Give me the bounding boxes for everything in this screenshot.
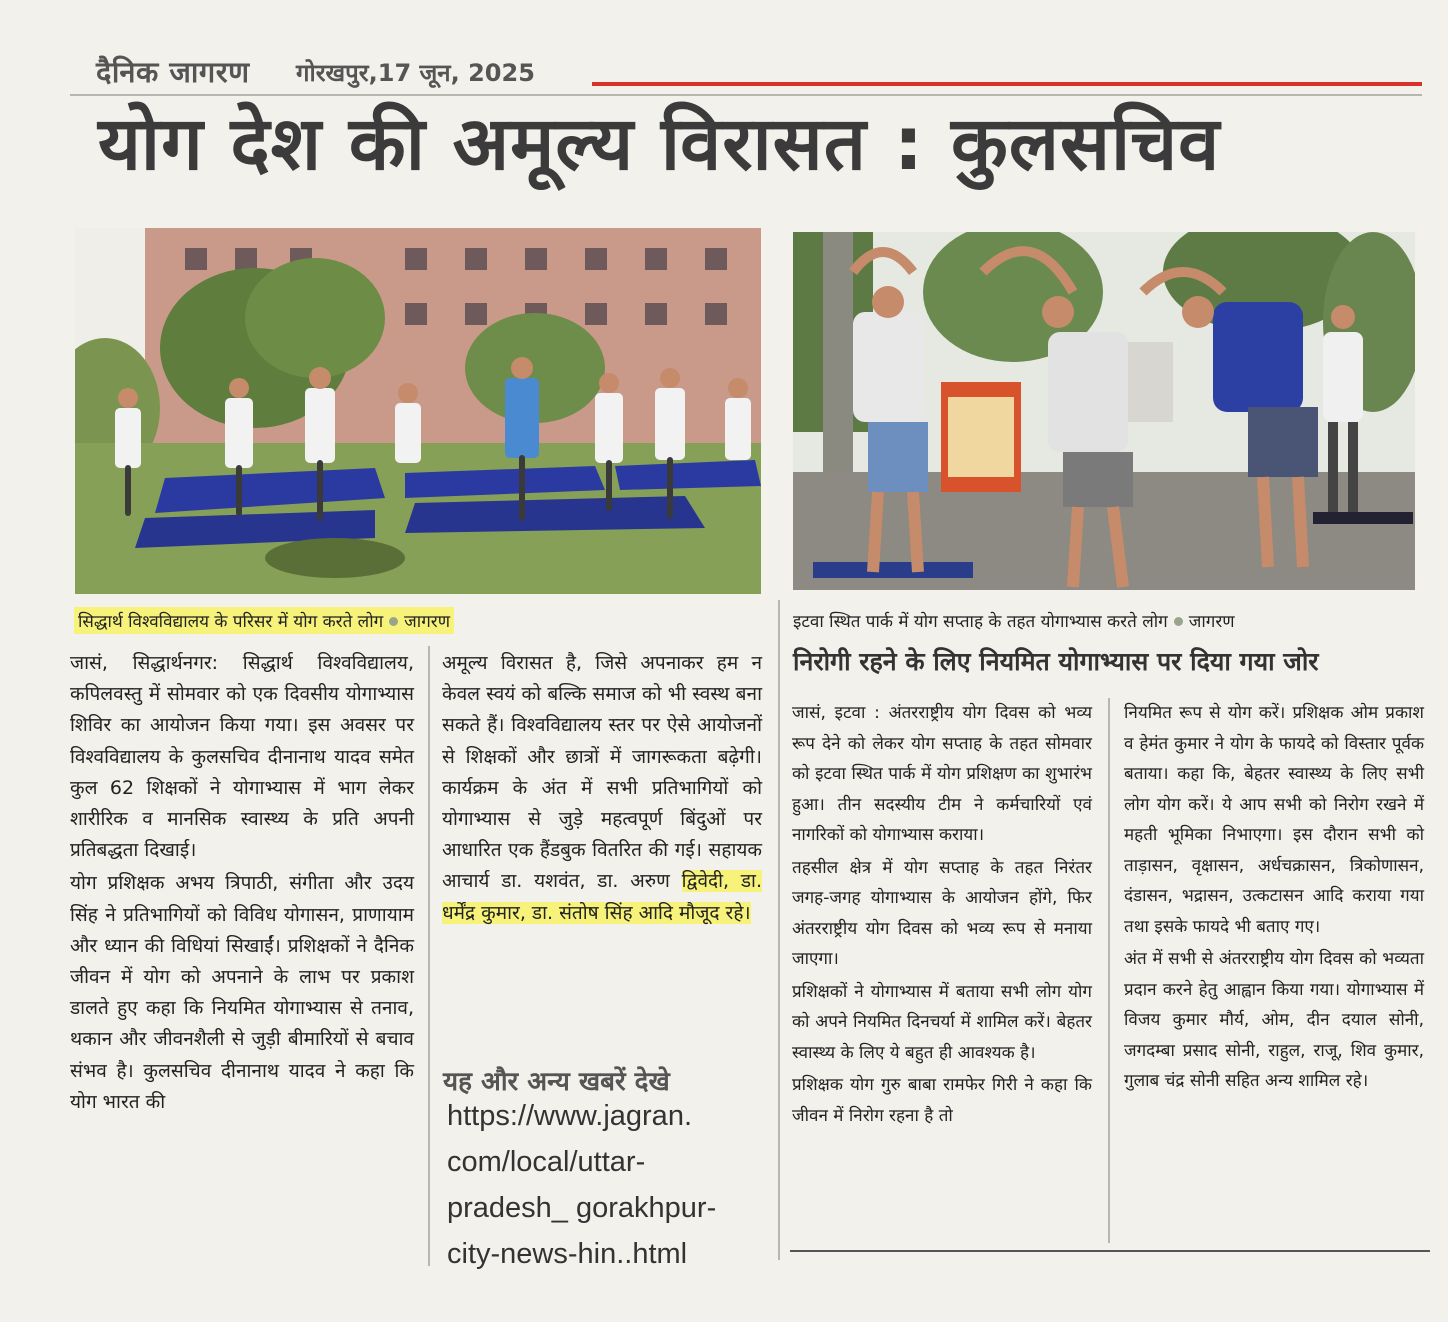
article-paragraph: तहसील क्षेत्र में योग सप्ताह के तहत निरंतर जगह-जगह योगाभ्यास के आयोजन होंगे, फिर अंतरराष्ट्रीय योग दिवस को भव्य रूप से मनाया जाएगा। xyxy=(792,857,1092,969)
article-right-column-1 xyxy=(792,698,1092,1131)
column-divider xyxy=(428,646,430,1266)
photo-left-caption-credit: जागरण xyxy=(404,612,451,632)
campus-yoga-illustration xyxy=(75,228,761,594)
article-url-line-3: pradesh_ gorakhpur- xyxy=(447,1192,717,1224)
see-more-heading: यह और अन्य खबरें देखे xyxy=(443,1067,670,1097)
masthead-place-date: गोरखपुर,17 जून, 2025 xyxy=(296,59,535,87)
article-left-column-2 xyxy=(442,648,762,929)
photo-park-yoga xyxy=(793,232,1415,590)
caption-dot-icon xyxy=(1174,617,1183,626)
article-left-column-1 xyxy=(70,648,414,1118)
column-divider xyxy=(1108,698,1110,1243)
masthead-red-rule xyxy=(592,82,1422,86)
photo-left-caption-text: सिद्धार्थ विश्वविद्यालय के परिसर में योग करते लोग xyxy=(78,612,384,632)
article-paragraph: योग प्रशिक्षक अभय त्रिपाठी, संगीता और उदय सिंह ने प्रतिभागियों को विविध योगासन, प्राणायाम और ध्यान की विधियां सिखाईं। प्रशिक्षकों ने दैनिक जीवन में योग को अपनाने के लाभ पर प्रकाश डालते हुए कहा कि नियमित योगाभ्यास से तनाव, थकान और जीवनशैली से जुड़ी बीमारियों से बचाव संभव है। कुलसचिव दीनानाथ यादव ने कहा कि योग भारत की xyxy=(70,872,414,1113)
caption-dot-icon xyxy=(389,617,398,626)
article-url-line-1: https://www.jagran. xyxy=(447,1100,692,1132)
section-divider xyxy=(778,600,780,1260)
park-yoga-illustration xyxy=(793,232,1415,590)
article-paragraph: प्रशिक्षकों ने योगाभ्यास में बताया सभी लोग योग को अपने नियमित दिनचर्या में शामिल करें। बेहतर स्वास्थ्य के लिए ये बहुत ही आवश्यक है। xyxy=(792,981,1092,1063)
article-url-line-2: com/local/uttar- xyxy=(447,1146,646,1178)
photo-right-caption-text: इटवा स्थित पार्क में योग सप्ताह के तहत योगाभ्यास करते लोग xyxy=(793,612,1168,632)
article-url-line-4: city-news-hin..html xyxy=(447,1238,688,1270)
article-paragraph: जासं, इटवा : अंतरराष्ट्रीय योग दिवस को भव्य रूप देने को लेकर योग सप्ताह के तहत सोमवार को इटवा स्थित पार्क में योग प्रशिक्षण का शुभारंभ हुआ। तीन सदस्यीय टीम ने कर्मचारियों एवं नागरिकों को योगाभ्यास कराया। xyxy=(792,703,1092,845)
article-paragraph: अमूल्य विरासत है, जिसे अपनाकर हम न केवल स्वयं को बल्कि समाज को भी स्वस्थ बना सकते हैं। विश्वविद्यालय स्तर पर ऐसे आयोजनों से शिक्षकों और छात्रों में जागरूकता बढ़ेगी। कार्यक्रम के अंत में सभी प्रतिभागियों को योगाभ्यास से जुड़े महत्वपूर्ण बिंदुओं पर आधारित एक हैंडबुक वितरित की गई। सहायक आचार्य डा. यशवंत, डा. अरुण xyxy=(442,652,762,893)
photo-right-caption-credit: जागरण xyxy=(1188,612,1235,632)
article-bottom-rule xyxy=(790,1250,1430,1252)
article-paragraph: अंत में सभी से अंतरराष्ट्रीय योग दिवस को भव्यता प्रदान करने हेतु आह्वान किया गया। योगाभ्यास में विजय कुमार मौर्य, ओम, दीन दयाल सोनी, जगदम्बा प्रसाद सोनी, राहुल, राजू, शिव कुमार, गुलाब चंद्र सोनी सहित अन्य शामिल रहे। xyxy=(1124,949,1424,1091)
photo-right-caption xyxy=(793,609,1235,632)
article-right-headline: निरोगी रहने के लिए नियमित योगाभ्यास पर दिया गया जोर xyxy=(793,647,1319,676)
article-paragraph: जासं, सिद्धार्थनगर: सिद्धार्थ विश्वविद्यालय, कपिलवस्तु में सोमवार को एक दिवसीय योगाभ्यास शिविर का आयोजन किया गया। इस अवसर पर विश्वविद्यालय के कुलसचिव दीनानाथ यादव समेत कुल 62 शिक्षकों ने योगाभ्यास में भाग लेकर शारीरिक व मानसिक स्वास्थ्य के प्रति अपनी प्रतिबद्धता दिखाई। xyxy=(70,652,414,862)
main-headline: योग देश की अमूल्य विरासत : कुलसचिव xyxy=(98,101,1221,187)
photo-campus-yoga xyxy=(75,228,761,594)
article-paragraph: प्रशिक्षक योग गुरु बाबा रामफेर गिरी ने कहा कि जीवन में निरोग रहना है तो xyxy=(792,1075,1092,1126)
article-paragraph: नियमित रूप से योग करें। प्रशिक्षक ओम प्रकाश व हेमंत कुमार ने योग के फायदे को विस्तार पूर्वक बताया। कहा कि, बेहतर स्वास्थ्य के लिए सभी लोग योग करें। ये आप सभी को निरोग रखने में महती भूमिका निभाएगा। इस दौरान सभी को ताड़ासन, वृक्षासन, अर्धचक्रासन, त्रिकोणासन, दंडासन, भद्रासन, उत्कटासन आदि कराया गया तथा इसके फायदे भी बताए गए। xyxy=(1124,703,1424,937)
photo-left-caption xyxy=(74,607,454,634)
highlighted-attendees: द्विवेदी, डा. धर्मेंद्र कुमार, डा. संतोष सिंह आदि मौजूद रहे। xyxy=(442,870,762,924)
masthead-paper-name: दैनिक जागरण xyxy=(96,55,250,89)
masthead-grey-rule xyxy=(70,94,1422,96)
article-right-column-2 xyxy=(1124,698,1424,1097)
